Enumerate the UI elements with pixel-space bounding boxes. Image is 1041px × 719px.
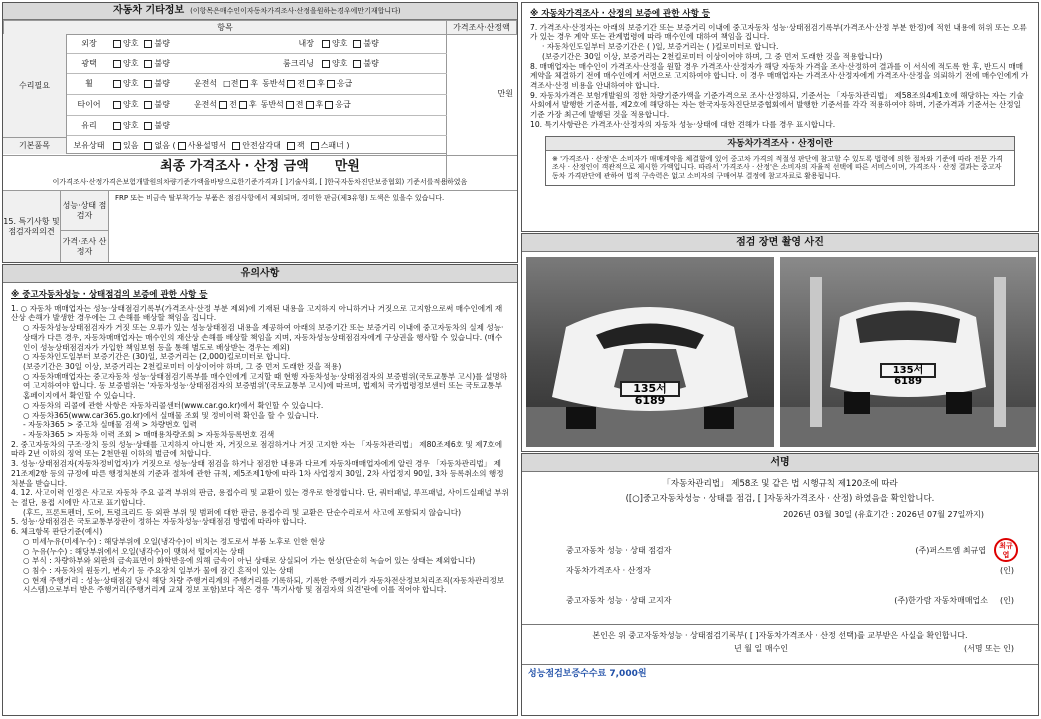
inspector-label: 성능·상태 점검자 [61, 191, 109, 231]
row-gloss [67, 54, 447, 74]
receipt-block [522, 624, 1038, 658]
basic-row [3, 138, 447, 154]
checkbox[interactable] [322, 60, 330, 68]
opt-label: 양호 [123, 38, 139, 48]
opt-label: 불량 [363, 38, 379, 48]
checkbox[interactable] [307, 80, 315, 88]
basic-status: 보유상태 [73, 140, 105, 150]
checkbox[interactable] [144, 80, 152, 88]
other-info-panel [2, 2, 518, 263]
final-price-note: 이가격조사·산정가격은보험개발원의차량기준가액을바탕으로한기준가격과 [ ]기술사회, [ ]한국자동차진단보증협회) 기준서를적용하였음 [52, 178, 468, 187]
checkbox[interactable] [322, 40, 330, 48]
checkbox[interactable] [144, 122, 152, 130]
row-name: 휠 [85, 79, 93, 88]
opt-label: 후 [317, 79, 325, 88]
guarantee-heading: ※ 자동차가격조사 · 산정의 보증에 관한 사항 등 [530, 9, 711, 19]
checkbox[interactable] [113, 101, 121, 109]
fee-block [522, 664, 1038, 684]
rear-car-image [780, 257, 1036, 447]
front-plate: 135서 6189 [620, 381, 680, 397]
fee-text: 성능점검보증수수료 7,000원 [528, 669, 647, 679]
checkbox[interactable] [311, 142, 319, 150]
row-name: 운전석 [193, 79, 218, 88]
rear-plate: 135서 6189 [880, 363, 936, 378]
opt-label: 불량 [363, 58, 379, 68]
final-price-block [3, 155, 517, 191]
inspector-text: FRP 또는 비금속 탈부착가능 부품은 점검사항에서 제외되며, 경미한 판금(제3유형) 도색은 있을수 있습니다. [115, 194, 445, 202]
list-item: ○ 자동차의 리콜에 관한 사항은 자동차리콜센터(www.car.go.kr)에서 확인할 수 있습니다. [23, 400, 324, 410]
special-notes [3, 191, 517, 262]
guarantee-list [530, 23, 1030, 130]
appraiser-seal: (인) [1000, 566, 1014, 575]
row-glass [67, 116, 447, 136]
list-item: ○ 자동차성능상태점검자가 거짓 또는 오류가 있는 성능상태점검 내용을 제공하여 아래의 보증기간 또는 보증거리 이내에 중고자동차의 실제 성능·상태가 다른 경우, 자동차매매업자는 매수인의 재산상 손해를 배상할 책임을 지며, 자동차성능상태점검자에게 구상권을 행사할 수 있습니다. (매수인이 성능상태점검자가 가입한 책임보험 등을 통해 별도로 배상받는 경우는 제외) [23, 323, 504, 352]
list-item: ○ 자동차365(www.car365.go.kr)에서 실매물 조회 및 정비이력 확인을 할 수 있습니다. [23, 410, 319, 420]
opt-label: 사용설명서 [187, 140, 227, 150]
row-name: 유리 [81, 120, 97, 130]
opt-label: 잭 [296, 140, 305, 150]
row-tire [67, 95, 447, 116]
repair-label: 수리필요 [3, 34, 67, 138]
checkbox[interactable] [239, 101, 247, 109]
inspector-sign-label: 중고자동차 성능 · 상태 점검자 [566, 546, 672, 555]
list-item: (후드, 프론트펜더, 도어, 트렁크리드 등 외판 부위 및 범퍼에 대한 판금, 용접수리 및 교환은 단순수리로서 사고에 포함되지 않습니다) [23, 507, 462, 517]
row-name: 외장 [81, 38, 97, 48]
list-item: 1. ○ 자동차 매매업자는 성능·상태점검기록부(가격조사·산정 부분 제외)에 기재된 내용을 고지하지 아니하거나 거짓으로 고지함으로써 매수인에게 재산상 손해가 발생한 경우에는 그 손해를 배상할 책임을 집니다. [11, 303, 503, 323]
opt-label: 후 [248, 100, 257, 109]
notifier-sign-label: 중고자동차 성능 · 상태 고지자 [566, 596, 672, 605]
list-item: ○ 자동차인도일부터 보증기간은 (30)일, 보증거리는 (2,000)킬로미터로 합니다. [23, 352, 291, 362]
checkbox[interactable] [286, 101, 294, 109]
front-photo [526, 257, 774, 447]
opt-label: 응급 [335, 100, 351, 109]
list-item: - 자동차365 > 중고차 실매물 검색 > 차량번호 입력 [23, 420, 197, 430]
checkbox[interactable] [113, 122, 121, 130]
checkbox[interactable] [144, 142, 152, 150]
opt-label: 양호 [123, 79, 139, 88]
list-item: - 자동차365 > 자동차 이력 조회 > 매매용차량조회 > 자동차등록번호 검색 [23, 429, 275, 439]
opt-label: 양호 [123, 100, 139, 109]
other-info-title: 자동차 기타정보 [113, 4, 185, 16]
receipt-text: 본인은 위 중고자동차성능 · 상태점검기록부( [ ]자동차가격조사 · 산정 선택)를 교부받은 사실을 확인합니다. [592, 631, 968, 640]
list-item: ○ 현재 주행거리 : 성능·상태점검 당시 해당 차량 주행거리계의 주행거리를 기록하되, 기록한 주행거리가 자동차전산정보처리조직(자동차관리정보시스템)으로부터 받은 주행거리(주행거리계 교체 정보 포함)보다 적은 경우 '특기사항 및 점검자의 의견'란에 이를 적어야 합니다. [23, 575, 505, 595]
checkbox[interactable] [178, 142, 186, 150]
opt-label: 양호 [123, 58, 139, 68]
checkbox[interactable] [353, 40, 361, 48]
price-unit: 만원 [497, 89, 513, 98]
list-item: 10. 특기사항란은 가격조사·산정자의 자동차 성능·상태에 대한 견해가 다를 경우 표시합니다. [530, 119, 836, 129]
inspector-sign-name: (주)퍼스트엠 최규엽 [915, 546, 986, 555]
other-info-table [3, 20, 517, 35]
notifier-sign-name: (주)한가람 자동차매매업소 [894, 596, 988, 605]
checkbox[interactable] [325, 101, 333, 109]
final-price-title: 최종 가격조사 · 산정 금액 [160, 159, 309, 174]
repair-rows [67, 34, 447, 136]
appraisal-box [545, 136, 1015, 186]
opt-label: 후 [250, 79, 259, 88]
guarantee-panel [521, 2, 1039, 232]
col-price: 가격조사·산정액 [447, 21, 517, 35]
opt-label: 전 [295, 100, 304, 109]
caution-list [11, 304, 509, 596]
checkbox[interactable] [113, 40, 121, 48]
list-item: 5. 성능·상태점검은 국토교통부장관이 정하는 자동차성능·상태점검 방법에 따라야 합니다. [11, 517, 307, 527]
receipt-date: 년 월 일 매수인 [734, 644, 788, 653]
opt-label: 후 [315, 100, 324, 109]
opt-label: 양호 [331, 38, 348, 48]
sign-title: 서명 [522, 454, 1038, 472]
row-exterior [67, 34, 447, 54]
list-item: (보증기간은 30일 이상, 보증거리는 2천킬로미터 이상이어야 하며, 그 중 먼저 도래한 것을 적용합니다) [542, 51, 883, 61]
opt-label: 응급 [336, 79, 353, 88]
opt-label: 전 [229, 100, 237, 109]
checkbox[interactable] [144, 101, 152, 109]
front-car-image [526, 257, 774, 447]
row-name: 타이어 [77, 100, 101, 109]
inspector-stamp: 최규엽 [994, 538, 1018, 562]
row-name: 동반석 [260, 100, 284, 109]
opt-label: 양호 [331, 58, 348, 68]
caution-title: 유의사항 [3, 265, 517, 283]
checkbox[interactable] [113, 80, 121, 88]
checkbox[interactable] [113, 60, 121, 68]
row-name: 내장 [298, 38, 314, 48]
opt-label: 불량 [154, 100, 170, 109]
opt-label: 불량 [154, 38, 170, 48]
receipt-signature: (서명 또는 인) [964, 644, 1014, 653]
opt-label: 불량 [154, 120, 170, 130]
row-name: 룸크리닝 [283, 58, 314, 68]
list-item: ○ 자동차매매업자는 중고자동차 성능·상태점검기록부를 매수인에게 고지할 때 현행 자동차성능·상태점검자의 보증범위(국토교통부 고시)를 설명하여 고지하여야 합니다. 동 보증범위는 '자동차성능·상태점검자의 보증범위'(국토교통부 고시)에 따르며, 법제처 국가법령정보센터 또는 국토교통부 홈페이지에서 확인할 수 있습니다. [23, 371, 508, 401]
list-item: 4. 12. 사고이력 인정은 사고로 자동차 주요 골격 부위의 판금, 용접수리 및 교환이 있는 경우로 한정합니다. 단, 쿼터패널, 루프패널, 사이드실패널 부위는 절단, 용접 시에만 사고로 표기합니다. [11, 488, 509, 507]
other-info-subtitle: (이항목은매수인이자동차가격조사·산정을원하는경우에만기재합니다) [190, 6, 401, 15]
photo-panel [521, 233, 1039, 452]
sign-law: 「자동차관리법」 제58조 및 같은 법 시행규칙 제120조에 따라 [662, 479, 898, 489]
checkbox[interactable] [287, 80, 295, 88]
appraiser-sign-label: 자동차가격조사 · 산정자 [566, 566, 651, 575]
list-item: 7. 가격조사·산정자는 아래의 보증기간 또는 보증거리 이내에 중고자동차 성능·상태점검기록부(가격조사·산정 부분 한정)에 적힌 내용에 허위 또는 오류가 있는 경우 계약 또는 관계법령에 따라 매수인에 대하여 책임을 집니다. [530, 22, 1027, 42]
notifier-seal: (인) [1000, 596, 1014, 605]
appraisal-box-title: 자동차가격조사 · 산정이란 [546, 137, 1014, 151]
checkbox[interactable] [287, 142, 295, 150]
list-item: 8. 매매업자는 매수인이 가격조사·산정을 원할 경우 가격조사·산정자가 해당 자동차 가격을 조사·산정하여 결과를 이 서식에 적도록 한 후, 반드시 매매계약을 체결하기 전에 매수인에게 서면으로 고지하여야 합니다. 이 경우 매매업자는 가격조사·산정자에게 가격조사·산정을 의뢰하기 전에 매수인에게 가격조사·산정 비용을 안내하여야 합니다. [530, 61, 1029, 90]
basic-label: 기본품목 [3, 138, 67, 154]
other-info-header [3, 3, 517, 20]
list-item: 9. 자동차가격은 보험개발원의 정한 차량기준가액을 기준가격으로 조사·산정하되, 기준서는 「자동차관리법」 제58조의4제1호에 해당하는 자는 기술사회에서 발행한 기준서를, 제2호에 해당하는 자는 한국자동차진단보증협회에서 발행한 기준서를 각각 적용하여야 하며, 기준가격과 기준서는 산정일 기준 가장 최근에 발행된 것을 적용합니다. [530, 90, 1024, 120]
list-item: ○ 부식 : 차량하부와 외판의 금속표면이 화학반응에 의해 금속이 아닌 상태로 상실되어 가는 현상(단순히 녹슬어 있는 상태는 제외합니다) [23, 556, 476, 566]
row-name: 운전석 [193, 100, 218, 109]
checkbox[interactable] [240, 80, 248, 88]
appraiser-label: 가격·조사 산정자 [61, 231, 109, 262]
opt-label: 안전삼각대 [242, 140, 281, 150]
photo-title: 점검 장면 촬영 사진 [522, 234, 1038, 252]
opt-label: 있음 [123, 140, 139, 150]
special-label: 15. 특기사항 및 점검자의의견 [3, 191, 61, 262]
sign-panel [521, 453, 1039, 716]
opt-label: 불량 [154, 79, 170, 88]
list-item: 6. 체크항목 판단기준(예시) [11, 527, 103, 537]
caution-heading: ※ 중고자동차성능 · 상태점검의 보증에 관한 사항 등 [11, 290, 208, 300]
list-item: (보증기간은 30일 이상, 보증거리는 2천킬로미터 이상이어야 하며, 그 중 먼저 도래한 것을 적용) [23, 361, 342, 371]
sign-date: 2026년 03월 30일 (유효기간 : 2026년 07월 27일까지) [783, 510, 984, 520]
row-wheel: 휠 양호 불량 운전석 □ 전 후 동반석 전 후 응급 [67, 74, 447, 95]
sign-confirm: ([○]중고자동차성능 · 상태를 점검, [ ]자동차가격조사 · 산정) 하였음을 확인합니다. [625, 493, 935, 504]
col-item: 항목 [4, 21, 447, 35]
checkbox[interactable] [113, 142, 121, 150]
opt-label: 양호 [123, 120, 139, 130]
opt-label: 전 [297, 79, 306, 88]
row-name: 동반석 [262, 79, 286, 88]
list-item: 2. 중고자동차의 구조·장치 등의 성능·상태를 고지하지 아니한 자, 거짓으로 점검하거나 거짓 고지한 자는 「자동차관리법」 제80조제6호 및 제7호에 따라 2년 이하의 징역 또는 2천만원 이하의 벌금에 처합니다. [11, 439, 503, 459]
checkbox[interactable] [219, 101, 227, 109]
final-price-unit: 만원 [334, 159, 360, 174]
row-name: 광택 [81, 58, 97, 68]
checkbox[interactable] [306, 101, 314, 109]
list-item: · 자동차인도일부터 보증기간은 ( )일, 보증거리는 ( )킬로미터로 합니다. [542, 42, 779, 52]
opt-label: 전 [230, 79, 239, 88]
checkbox[interactable] [353, 60, 361, 68]
appraisal-box-text: ※ '가격조사 · 산정'은 소비자가 매매계약을 체결함에 있어 중고차 가격의 적절성 판단에 참고할 수 있도록 법령에 의한 절차와 기준에 따라 전문 가격조사 · 산정인이 객관적으로 제시한 가액입니다. 따라서 '가격조사 · 산정'은 소비자의 자율적 선택에 따른 서비스이며, 가격조사 · 산정 결과는 중고자동차 가격판단에 관하여 법적 구속력은 없고 소비자의 구매여부 결정에 참고자료로 활용됩니다. [552, 154, 1003, 181]
list-item: ○ 침수 : 자동차의 원동기, 변속기 등 주요장치 일부가 물에 잠긴 흔적이 있는 상태 [23, 566, 294, 576]
checkbox[interactable] [232, 142, 240, 150]
rear-photo [780, 257, 1036, 447]
opt-label: 불량 [154, 58, 170, 68]
list-item: ○ 누유(누수) : 해당부위에서 오일(냉각수)이 맺혀서 떨어지는 상태 [23, 546, 245, 556]
checkbox[interactable] [144, 60, 152, 68]
opt-label: 없음 ( [154, 140, 176, 150]
caution-panel [2, 264, 518, 716]
list-item: 3. 성능·상태점검자(자동차정비업자)가 거짓으로 성능·상태 점검을 하거나 점검한 내용과 다르게 자동차매매업자에게 알린 경우 「자동차관리법」 제21조제2항 등의 규정에 따른 행정처분의 기준과 절차에 관한 규칙, 제5조제1항에 따라 1차 사업정지 30일, 2차 사업정지 90일, 3차 등록취소의 행정처분을 받습니다. [11, 459, 504, 488]
list-item: ○ 미세누유(미세누수) : 해당부위에 오일(냉각수)이 비치는 정도로서 부품 노후로 인한 현상 [23, 536, 325, 546]
checkbox[interactable] [327, 80, 335, 88]
opt-label: 스패너 ) [320, 140, 350, 150]
checkbox[interactable] [144, 40, 152, 48]
